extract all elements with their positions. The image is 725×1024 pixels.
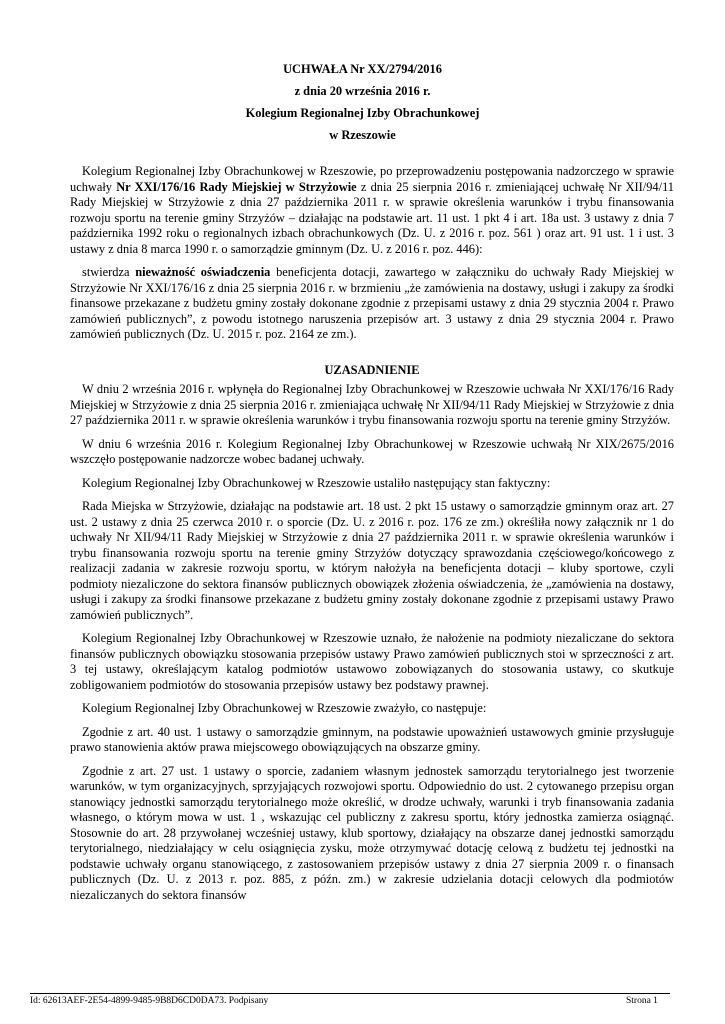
document-body — [70, 164, 674, 911]
decision-keyword: nieważność oświadczenia — [135, 265, 271, 279]
section-title: UZASADNIENIE — [324, 362, 420, 377]
footer-divider — [30, 993, 670, 994]
justification-paragraph: W dniu 2 września 2016 r. wpłynęła do Regionalnej Izby Obrachunkowej w Rzeszowie uchwała Nr XXI/176/16 Rady Miejskiej w Strzyżowie z dnia 25 sierpnia 2016 r. zmieniająca uchwałę Nr XII/94/11 Rady Miejskiej w Strzyżowie z dnia 27 października 2011 r. w sprawie określenia warunków i trybu finansowania rozwoju sportu na terenie gminy Strzyżów. — [70, 382, 674, 427]
decision-text-end: beneficjenta dotacji, zawartego w załączniku do uchwały Rady Miejskiej w Strzyżowie Nr XXI/176/16 z dnia 25 sierpnia 2016 r. w brzmieniu „że zamówienia na dostawy, usługi i zakupy za środki finansowe przekazane z budżetu gminy zostały dokonane zgodnie z przepisami ustawy z dnia 29 stycznia 2004 r. Prawo zamówień publicznych”, z powodu istotnego naruszenia przepisów art. 3 ustawy z dnia 29 stycznia 2004 r. Prawo zamówień publicznych (Dz. U. 2015 r. poz. 2164 ze zm.). — [70, 265, 674, 341]
justification-paragraph: Kolegium Regionalnej Izby Obrachunkowej w Rzeszowie zważyło, co następuje: — [82, 701, 487, 715]
issuing-body-location: w Rzeszowie — [329, 128, 396, 142]
justification-paragraph: Zgodnie z art. 40 ust. 1 ustawy o samorządzie gminnym, na podstawie upoważnień ustawowych gminie przysługuje prawo stanowienia aktów prawa miejscowego obowiązujących na obszarze gminy. — [70, 724, 674, 754]
resolution-number: UCHWAŁA Nr XX/2794/2016 — [283, 62, 442, 76]
decision-paragraph — [70, 265, 674, 343]
footer-page-number: Strona 1 — [626, 996, 658, 1006]
justification-paragraph: Kolegium Regionalnej Izby Obrachunkowej w Rzeszowie ustaliło następujący stan faktyczny: — [82, 475, 551, 490]
justification-paragraph: W dniu 6 września 2016 r. Kolegium Regionalnej Izby Obrachunkowej w Rzeszowie uchwałą Nr XIX/2675/2016 wszczęło postępowanie nadzorcze wobec badanej uchwały. — [70, 436, 674, 466]
decision-text-start: stwierdza — [82, 265, 136, 279]
justification-paragraph: Kolegium Regionalnej Izby Obrachunkowej w Rzeszowie uznało, że nałożenie na podmioty niezaliczane do sektora finansów publicznych obowiązku stosowania przepisów ustawy Prawo zamówień publicznych stoi w sprzeczności z art. 3 tej ustawy, określającym katalog podmiotów ustawowo zobowiązanych do stosowania ustawy, co skutkuje zobligowaniem podmiotów do stosowania przepisów ustawy bez podstawy prawnej. — [70, 631, 674, 692]
justification-paragraph: Zgodnie z art. 27 ust. 1 ustawy o sporcie, zadaniem własnym jednostek samorządu terytorialnego jest tworzenie warunków, w tym organizacyjnych, sprzyjających rozwojowi sportu. Odpowiednio do ust. 2 cytowanego przepisu organ stanowiący jednostki samorządu terytorialnego może określić, w drodze uchwały, warunki i tryb finansowania zadania własnego, o którym mowa w ust. 1 , wskazując cel publiczny z zakresu sportu, który jednostka zamierza osiągnąć. Stosownie do art. 28 przywołanej wcześniej ustawy, klub sportowy, działający na obszarze danej jednostki samorządu terytorialnego, niedziałający w celu osiągnięcia zysku, może otrzymywać dotację celową z budżetu tej jednostki na podstawie uchwały organu stanowiącego, z zastosowaniem przepisów ustawy z dnia 27 sierpnia 2009 r. o finansach publicznych (Dz. U. z 2013 r. poz. 885, z późn. zm.) w zakresie udzielania dotacji celowych dla podmiotów niezaliczanych do sektora finansów — [70, 763, 674, 902]
intro-paragraph — [70, 164, 674, 257]
intro-text-end: z dnia 25 sierpnia 2016 r. zmieniającej uchwałę Nr XII/94/11 Rady Miejskiej w Strzyżowie z dnia 27 października 2011 r. w sprawie określenia warunków i trybu finansowania rozwoju sportu na terenie gminy Strzyżów – działając na podstawie art. 11 ust. 1 pkt 4 i art. 18a ust. 3 ustawy z dnia 7 października 1992 roku o regionalnych izbach obrachunkowych (Dz. U. z 2016 r. poz. 561 ) oraz art. 91 ust. 1 i ust. 3 ustawy z dnia 8 marca 1990 r. o samorządzie gminnym (Dz. U. z 2016 r. poz. 446): — [70, 179, 674, 256]
intro-resolution-ref: Nr XXI/176/16 Rady Miejskiej w Strzyżowie — [116, 179, 357, 194]
intro-text-start: Kolegium Regionalnej Izby Obrachunkowej w Rzeszowie, po przeprowadzeniu postępowania nadzorczego w sprawie uchwały — [70, 164, 674, 194]
issuing-body: Kolegium Regionalnej Izby Obrachunkowej — [245, 106, 480, 120]
justification-paragraph: Rada Miejska w Strzyżowie, działając na podstawie art. 18 ust. 2 pkt 15 ustawy o samorządzie gminnym oraz art. 27 ust. 2 ustawy z dnia 25 czerwca 2010 r. o sporcie (Dz. U. z 2016 r. poz. 176 ze zm.) określiła nowy załącznik nr 1 do uchwały Nr XII/94/11 Rady Miejskiej w Strzyżowie z dnia 27 października 2011 r. w sprawie określenia warunków i trybu finansowania rozwoju sportu na terenie gminy Strzyżów dotyczący sprawozdania częściowego/końcowego z realizacji zadania w zakresie rozwoju sportu, w którym nałożyła na beneficjenta dotacji – kluby sportowe, czyli podmioty niezaliczone do sektora finansów publicznych obowiązek złożenia oświadczenia, że „zamówienia na dostawy, usługi i zakupy za środki finansowe przekazane z budżetu gminy zostały dokonane zgodnie z przepisami ustawy Prawo zamówień publicznych”. — [70, 499, 674, 622]
footer-document-id: Id: 62613AEF-2E54-4899-9485-9B8D6CD0DA73. Podpisany — [30, 996, 269, 1006]
resolution-date: z dnia 20 września 2016 r. — [294, 84, 431, 98]
